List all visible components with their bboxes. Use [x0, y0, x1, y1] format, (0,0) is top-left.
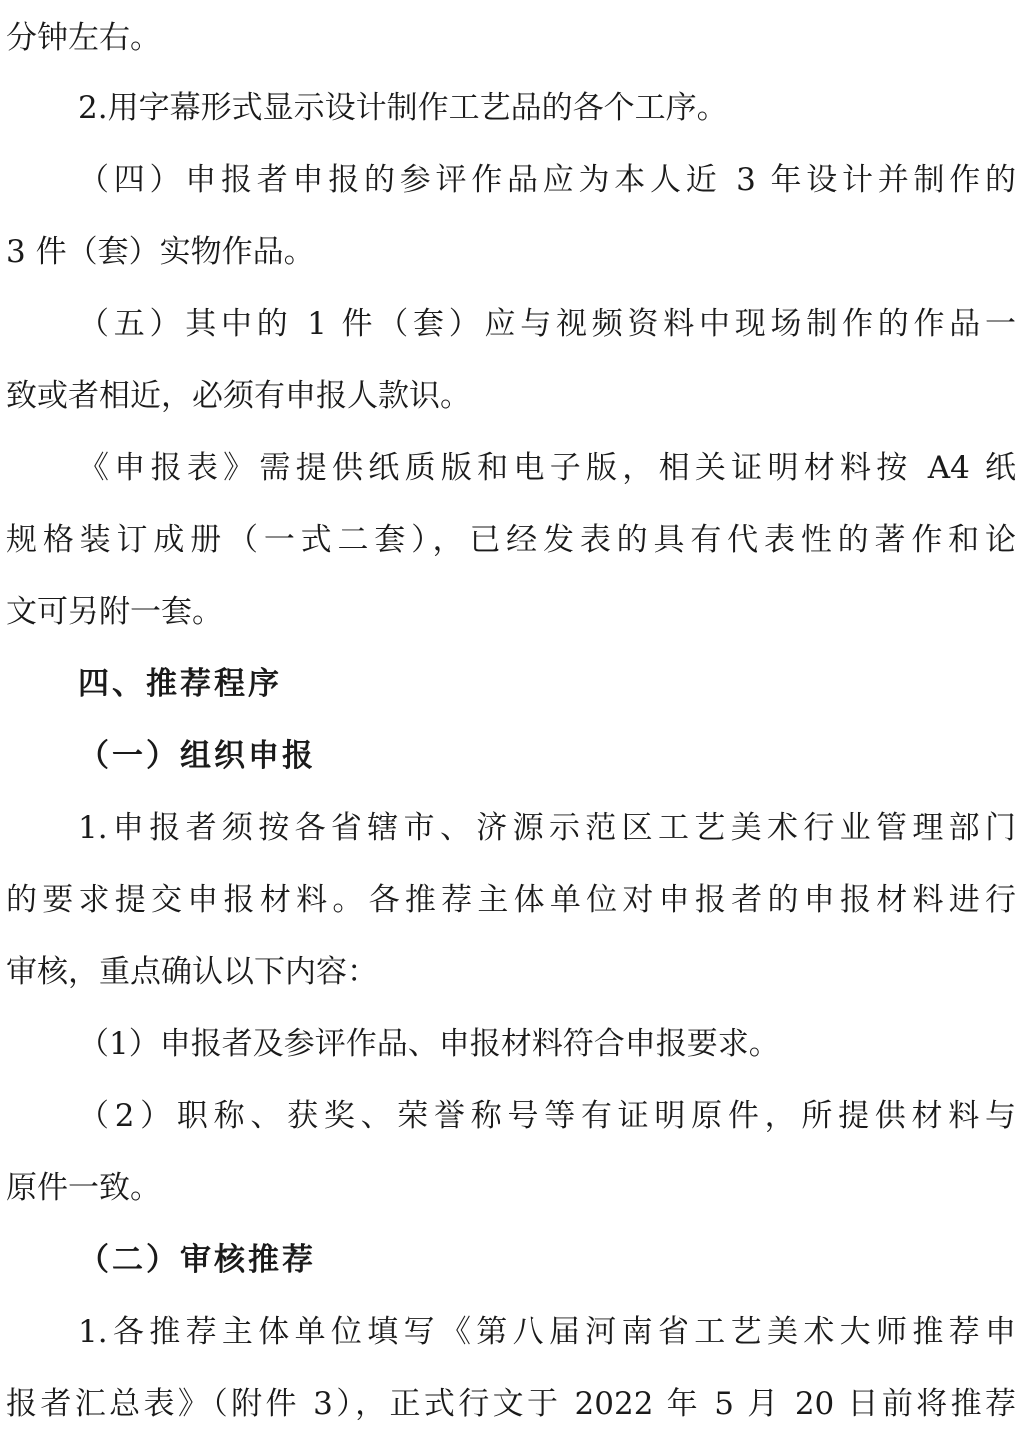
- subsection-heading: （一）组织申报: [78, 738, 316, 774]
- paragraph-line: 1.申报者须按各省辖市、济源示范区工艺美术行业管理部门: [78, 810, 1016, 846]
- paragraph-line: （1）申报者及参评作品、申报材料符合申报要求。: [78, 1026, 780, 1062]
- paragraph-line: 3 件（套）实物作品。: [6, 234, 315, 270]
- paragraph-line: 报者汇总表》（附件 3），正式行文于 2022 年 5 月 20 日前将推荐: [6, 1386, 1016, 1422]
- subsection-heading: （二）审核推荐: [78, 1242, 316, 1278]
- paragraph-line: 的要求提交申报材料。各推荐主体单位对申报者的申报材料进行: [6, 882, 1016, 918]
- paragraph-line: 规格装订成册（一式二套），已经发表的具有代表性的著作和论: [6, 522, 1016, 558]
- paragraph-line: （2）职称、获奖、荣誉称号等有证明原件，所提供材料与: [78, 1098, 1016, 1134]
- paragraph-line: （四）申报者申报的参评作品应为本人近 3 年设计并制作的: [78, 162, 1016, 198]
- paragraph-line: 《申报表》需提供纸质版和电子版，相关证明材料按 A4 纸: [78, 450, 1016, 486]
- paragraph-line: 2.用字幕形式显示设计制作工艺品的各个工序。: [78, 90, 728, 126]
- paragraph-line: 文可另附一套。: [6, 594, 223, 630]
- paragraph-line: 原件一致。: [6, 1170, 161, 1206]
- paragraph-line: 致或者相近，必须有申报人款识。: [6, 378, 471, 414]
- paragraph-line: 分钟左右。: [6, 20, 161, 56]
- paragraph-line: 1.各推荐主体单位填写《第八届河南省工艺美术大师推荐申: [78, 1314, 1016, 1350]
- paragraph-line: （五）其中的 1 件（套）应与视频资料中现场制作的作品一: [78, 306, 1016, 342]
- section-heading: 四、推荐程序: [78, 666, 282, 702]
- paragraph-line: 审核，重点确认以下内容：: [6, 954, 378, 990]
